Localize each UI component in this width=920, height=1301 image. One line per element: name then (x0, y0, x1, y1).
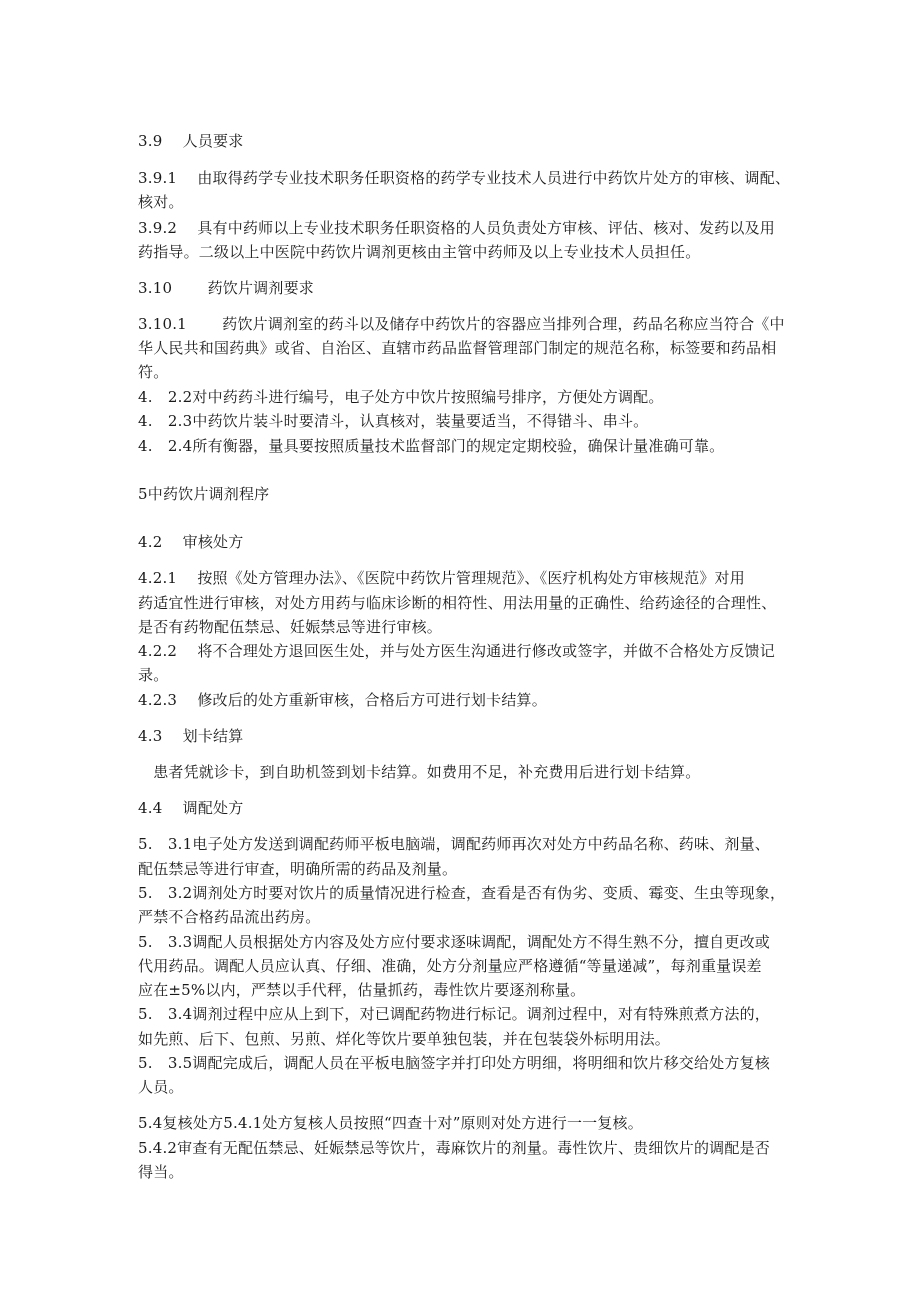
paragraph-line: 4. 2.3中药饮片装斗时要清斗，认真核对，装量要适当，不得错斗、串斗。 (138, 412, 649, 430)
paragraph-line: 5. 3.1电子处方发送到调配药师平板电脑端，调配药师再次对处方中药品名称、药味、剂量、 (138, 835, 770, 853)
section-heading-5: 5中药饮片调剂程序 (138, 485, 270, 503)
section-heading-4-4: 4.4 调配处方 (138, 799, 244, 817)
paragraph-line: 核对。 (138, 193, 184, 211)
paragraph-line: 应在±5%以内，严禁以手代秤，估量抓药，毒性饮片要逐剂称量。 (138, 981, 586, 999)
paragraph-line: 患者凭就诊卡，到自助机签到划卡结算。如费用不足，补充费用后进行划卡结算。 (138, 763, 701, 781)
paragraph-line: 5. 3.5调配完成后，调配人员在平板电脑签字并打印处方明细，将明细和饮片移交给处方复核 (138, 1054, 770, 1072)
paragraph-line: 5. 3.2调剂处方时要对饮片的质量情况进行检查，查看是否有伪劣、变质、霉变、生虫等现象， (138, 884, 786, 902)
paragraph-line: 人员。 (138, 1078, 184, 1096)
paragraph-line: 3.10.1 药饮片调剂室的药斗以及储存中药饮片的容器应当排列合理，药品名称应当符合《中 (138, 315, 785, 333)
paragraph-line: 华人民共和国药典》或省、自治区、直辖市药品监督管理部门制定的规范名称，标签要和药品相 (138, 339, 777, 357)
paragraph-line: 5. 3.4调剂过程中应从上到下，对已调配药物进行标记。调剂过程中，对有特殊煎煮方法的， (138, 1005, 770, 1023)
paragraph-line: 录。 (138, 666, 169, 684)
paragraph-line: 得当。 (138, 1163, 184, 1181)
paragraph-line: 如先煎、后下、包煎、另煎、烊化等饮片要单独包装，并在包装袋外标明用法。 (138, 1030, 671, 1048)
paragraph-line: 严禁不合格药品流出药房。 (138, 908, 321, 926)
paragraph-line: 配伍禁忌等进行审查，明确所需的药品及剂量。 (138, 860, 458, 878)
paragraph-line: 3.9.1 由取得药学专业技术职务任职资格的药学专业技术人员进行中药饮片处方的审核、调配、 (138, 169, 791, 187)
section-heading-4-3: 4.3 划卡结算 (138, 727, 244, 745)
paragraph-line: 5. 3.3调配人员根据处方内容及处方应付要求逐味调配，调配处方不得生熟不分，擅自更改或 (138, 933, 770, 951)
paragraph-line: 4.2.3 修改后的处方重新审核，合格后方可进行划卡结算。 (138, 691, 547, 709)
paragraph-line: 5.4.2审查有无配伍禁忌、妊娠禁忌等饮片，毒麻饮片的剂量。毒性饮片、贵细饮片的调配是否 (138, 1139, 770, 1157)
paragraph-line: 药指导。二级以上中医院中药饮片调剂更核由主管中药师及以上专业技术人员担任。 (138, 243, 701, 261)
paragraph-line: 5.4复核处方5.4.1处方复核人员按照“四查十对”原则对处方进行一一复核。 (138, 1114, 643, 1132)
paragraph-line: 代用药品。调配人员应认真、仔细、准确，处方分剂量应严格遵循“等量递减”，每剂重量误差 (138, 957, 762, 975)
paragraph-line: 药适宜性进行审核，对处方用药与临床诊断的相符性、用法用量的正确性、给药途径的合理性、 (138, 594, 777, 612)
section-heading-3-9: 3.9 人员要求 (138, 132, 244, 150)
paragraph-line: 4.2.1 按照《处方管理办法》、《医院中药饮片管理规范》、《医疗机构处方审核规范》对用 (138, 569, 745, 587)
section-heading-3-10: 3.10 药饮片调剂要求 (138, 279, 314, 297)
paragraph-line: 是否有药物配伍禁忌、妊娠禁忌等进行审核。 (138, 618, 443, 636)
section-heading-4-2: 4.2 审核处方 (138, 533, 244, 551)
paragraph-line: 3.9.2 具有中药师以上专业技术职务任职资格的人员负责处方审核、评估、核对、发药以及用 (138, 219, 775, 237)
paragraph-line: 4.2.2 将不合理处方退回医生处，并与处方医生沟通进行修改或签字，并做不合格处方反馈记 (138, 642, 775, 660)
paragraph-line: 符。 (138, 363, 169, 381)
paragraph-line: 4. 2.2对中药药斗进行编号，电子处方中饮片按照编号排序，方便处方调配。 (138, 388, 664, 406)
paragraph-line: 4. 2.4所有衡器，量具要按照质量技术监督部门的规定定期校验，确保计量准确可靠。 (138, 437, 725, 455)
